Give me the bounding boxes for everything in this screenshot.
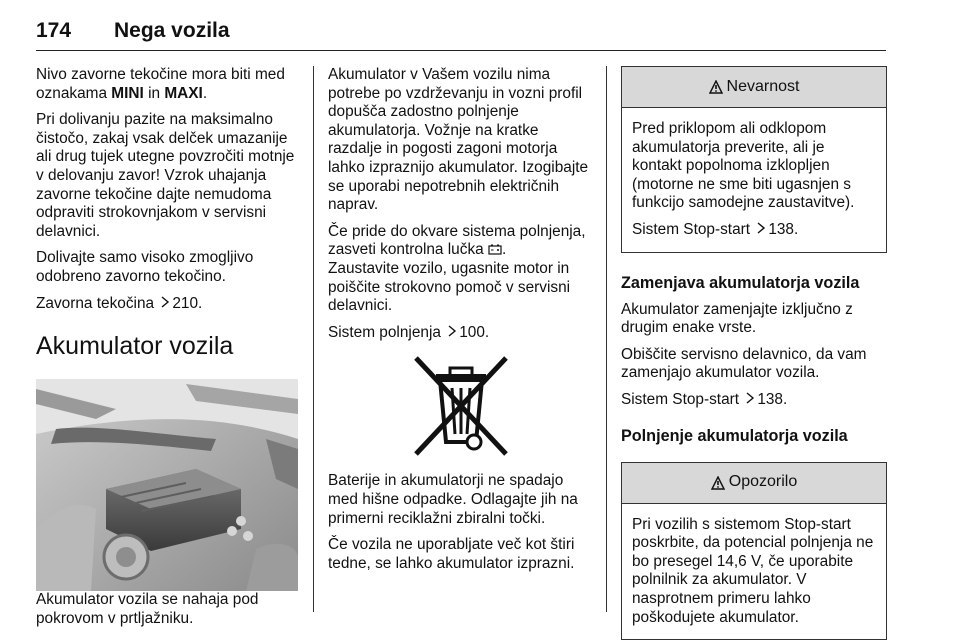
chapter-title: Nega vozila	[114, 19, 230, 42]
caution-box-title: Opozorilo	[728, 473, 798, 491]
paragraph-replace-same-type: Akumulator zamenjajte izključno z drugim enake vrste.	[621, 300, 853, 337]
paragraph-use-approved-fluid: Dolivajte samo visoko zmogljivo odobreno zavorno tekočino.	[36, 249, 254, 285]
paragraph-battery-maintenance: Akumulator v Vašem vozilu nima potrebe po vzdrževanju in vozni profil dopušča zadostno polnjenje akumulatorja. Vožnje na kratke razdalje in pogosti zagoni motorja lahko izpraznijo akumulator. Izogibajte se uporabi nepotrebnih električnih naprav.	[328, 66, 589, 214]
reference-stop-start: Sistem Stop-start 138.	[632, 220, 799, 238]
caution-box-header	[622, 463, 886, 504]
photo-caption: Akumulator vozila se nahaja pod pokrovom v prtljažniku.	[36, 591, 259, 627]
reference-brake-fluid: Zavorna tekočina 210.	[36, 294, 203, 312]
reference-arrow-icon	[757, 222, 766, 234]
reference-link[interactable]: 100.	[459, 323, 490, 341]
crossed-bin-icon	[408, 354, 514, 458]
label-maxi: MAXI	[164, 84, 203, 102]
paragraph-brake-fluid-level: Nivo zavorne tekočine mora biti med oznakama MINI in MAXI.	[36, 66, 285, 102]
paragraph-disposal: Baterije in akumulatorji ne spadajo med hišne odpadke. Odlagajte jih na primerni reciklažni zbiralni točki.	[328, 472, 578, 527]
paragraph-charging-fault: Če pride do okvare sistema polnjenja, zasveti kontrolna lučka . Zaustavite vozilo, ugasnite motor in poiščite strokovno pomoč v servisni delavnici.	[328, 222, 586, 315]
column-left	[36, 66, 298, 636]
reference-arrow-icon	[448, 325, 457, 337]
reference-charging-system: Sistem polnjenja 100.	[328, 323, 490, 341]
reference-link[interactable]: 138.	[757, 390, 788, 408]
paragraph-long-idle: Če vozila ne uporabljate več kot štiri tedne, se lahko akumulator izprazni.	[328, 536, 575, 572]
section-heading-battery: Akumulator vozila	[36, 332, 234, 361]
column-middle	[328, 66, 594, 581]
paragraph-cleanliness: Pri dolivanju pazite na maksimalno čistočo, zakaj vsak delček umazanije ali drug tujek utegne povzročiti motnje v delovanju zavor! Vzrok uhajanja zavorne tekočine dajte nemudoma odpraviti strokovnjakom v servisni delavnici.	[36, 111, 295, 240]
paragraph-visit-service: Obiščite servisno delavnico, da vam zamenjajo akumulator vozila.	[621, 345, 867, 382]
warning-triangle-icon	[709, 80, 723, 94]
page-header	[36, 10, 886, 51]
caution-box-text: Pri vozilih s sistemom Stop-start poskrbite, da potencial polnjenja ne bo presegel 14,6 V, če uporabite polnilnik za akumulator. V nasprotnem primeru lahko poškodujete akumulator.	[632, 515, 874, 626]
section-heading-charge-battery: Polnjenje akumulatorja vozila	[621, 426, 848, 445]
warning-triangle-icon	[711, 476, 725, 490]
danger-box-text: Pred priklopom ali odklopom akumulatorja preverite, ali je kontakt popolnoma izklopljen (motorne ne sme biti ugasnjen s funkcijo samodejne zaustavitve).	[632, 120, 855, 212]
danger-box	[621, 66, 887, 253]
reference-arrow-icon	[746, 392, 755, 404]
caution-box	[621, 462, 887, 641]
battery-location-photo	[36, 379, 298, 591]
column-divider	[606, 66, 607, 612]
reference-link[interactable]: 138.	[768, 220, 799, 238]
danger-box-header	[622, 67, 886, 108]
reference-arrow-icon	[161, 296, 170, 308]
reference-stop-start: Sistem Stop-start 138.	[621, 390, 788, 408]
column-right	[621, 66, 887, 640]
section-heading-replace-battery: Zamenjava akumulatorja vozila	[621, 273, 860, 292]
page-number: 174	[36, 19, 72, 42]
danger-box-title: Nevarnost	[726, 77, 800, 95]
reference-link[interactable]: 210.	[172, 294, 203, 312]
label-mini: MINI	[111, 84, 144, 102]
column-divider	[313, 66, 314, 612]
battery-warning-icon	[488, 244, 502, 255]
